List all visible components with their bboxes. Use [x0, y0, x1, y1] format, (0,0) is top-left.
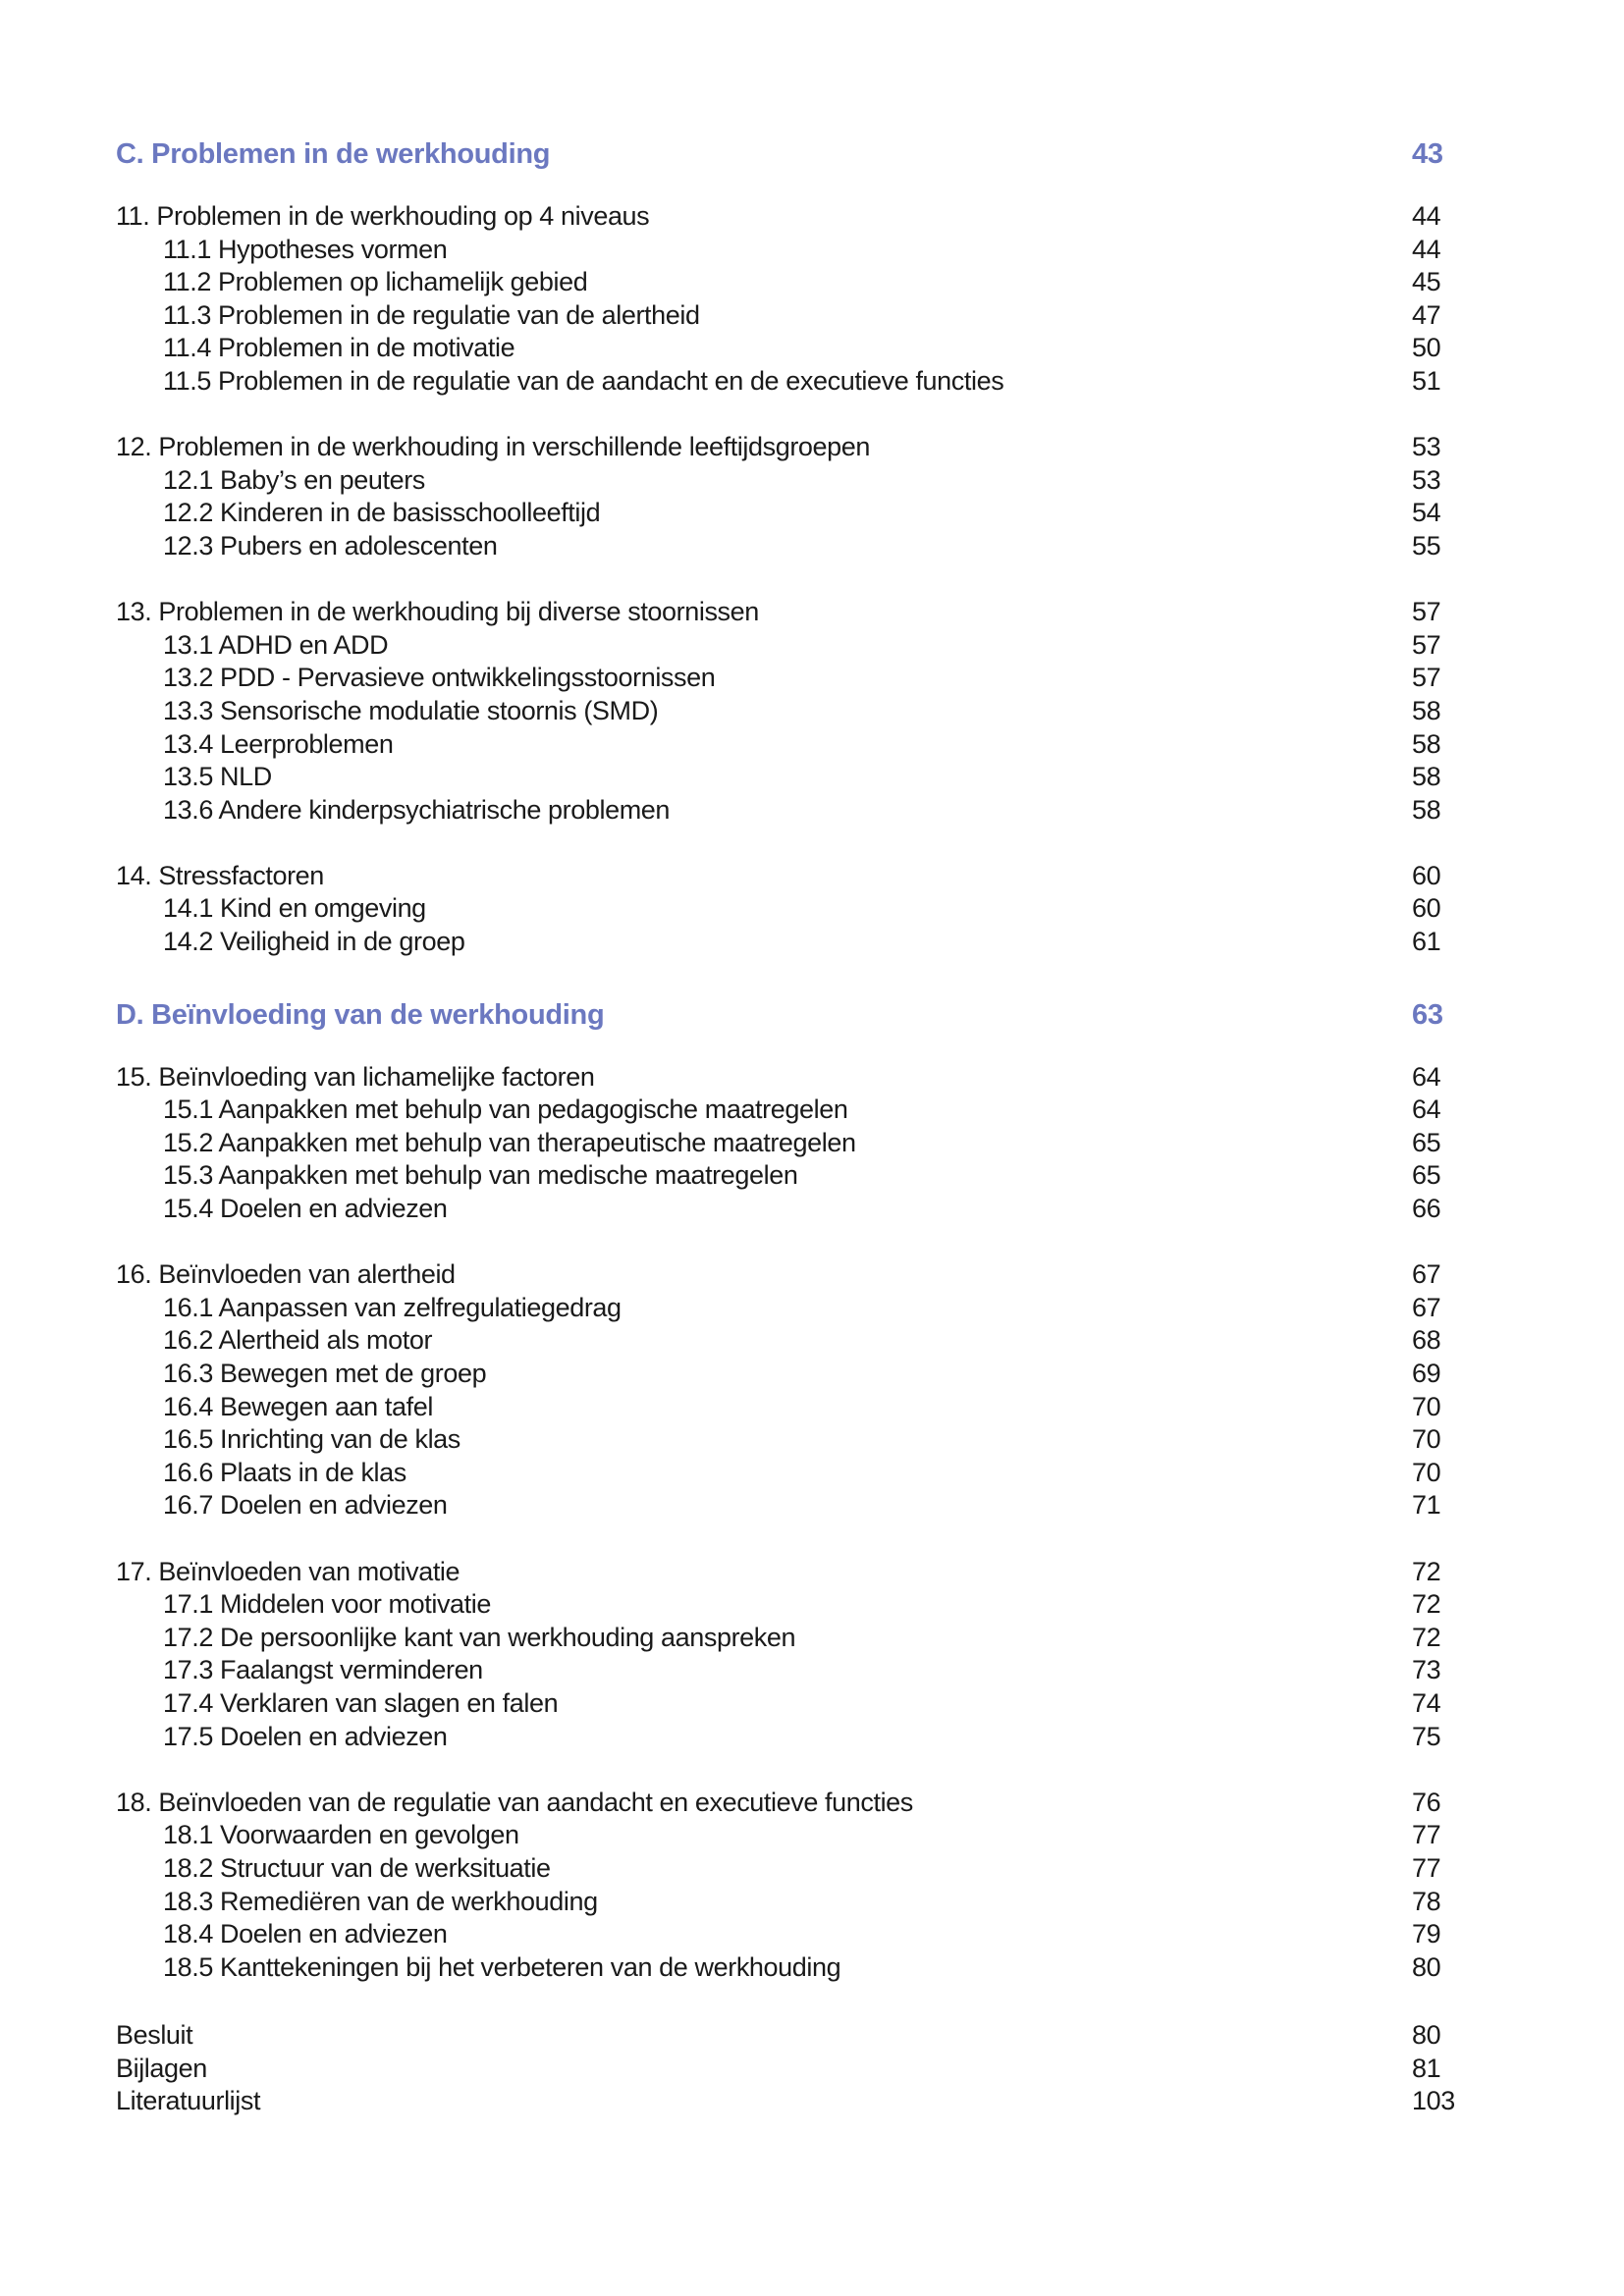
- toc-section-entry[interactable]: [116, 1358, 1471, 1391]
- toc-section-entry[interactable]: [116, 728, 1471, 762]
- chapter-page-number: 72: [1412, 1556, 1441, 1586]
- toc-section-entry[interactable]: [116, 1489, 1471, 1522]
- section-title: 18.4 Doelen en adviezen: [163, 1919, 448, 1949]
- section-title: 13.5 NLD: [163, 762, 272, 792]
- section-page-number: 51: [1412, 365, 1441, 396]
- toc-chapter-entry[interactable]: [116, 431, 1471, 464]
- section-page-number: 73: [1412, 1655, 1441, 1685]
- toc-section-entry[interactable]: [116, 1391, 1471, 1424]
- chapter-title: 16. Beïnvloeden van alertheid: [116, 1259, 456, 1290]
- toc-section-entry[interactable]: [116, 1819, 1471, 1852]
- section-title: 13.6 Andere kinderpsychiatrische problemen: [163, 794, 671, 825]
- part-title: D. Beïnvloeding van de werkhouding: [116, 998, 605, 1031]
- chapter-title: 13. Problemen in de werkhouding bij diverse stoornissen: [116, 597, 759, 627]
- toc-section-entry[interactable]: [116, 266, 1471, 299]
- section-page-number: 72: [1412, 1622, 1441, 1652]
- section-page-number: 71: [1412, 1490, 1441, 1521]
- toc-section-entry[interactable]: [116, 1951, 1471, 1985]
- section-page-number: 79: [1412, 1919, 1441, 1949]
- section-title: 11.2 Problemen op lichamelijk gebied: [163, 267, 588, 297]
- toc-section-entry[interactable]: [116, 1886, 1471, 1919]
- section-page-number: 50: [1412, 333, 1441, 363]
- section-page-number: 45: [1412, 267, 1441, 297]
- section-page-number: 67: [1412, 1292, 1441, 1322]
- section-title: 17.4 Verklaren van slagen en falen: [163, 1687, 559, 1718]
- toc-chapter-entry[interactable]: [116, 1787, 1471, 1820]
- section-page-number: 65: [1412, 1127, 1441, 1157]
- section-page-number: 68: [1412, 1325, 1441, 1356]
- toc-chapter: [116, 200, 1471, 399]
- toc-section-entry[interactable]: [116, 1457, 1471, 1490]
- toc-chapter: [116, 1556, 1471, 1754]
- toc-chapter: [116, 1258, 1471, 1522]
- section-title: 17.2 De persoonlijke kant van werkhouding aanspreken: [163, 1622, 796, 1652]
- toc-section-entry[interactable]: [116, 332, 1471, 365]
- toc-section-entry[interactable]: [116, 1622, 1471, 1655]
- chapter-page-number: 67: [1412, 1259, 1441, 1290]
- back-matter-page-number: 103: [1412, 2086, 1455, 2116]
- spacer: [116, 1036, 1471, 1061]
- toc-section-entry[interactable]: [116, 892, 1471, 926]
- toc-section-entry[interactable]: [116, 662, 1471, 695]
- section-title: 16.6 Plaats in de klas: [163, 1457, 406, 1487]
- section-title: 16.2 Alertheid als motor: [163, 1325, 433, 1356]
- toc-section-entry[interactable]: [116, 464, 1471, 498]
- toc-section-entry[interactable]: [116, 234, 1471, 267]
- chapter-title: 17. Beïnvloeden van motivatie: [116, 1556, 460, 1586]
- section-page-number: 66: [1412, 1194, 1441, 1224]
- chapter-page-number: 64: [1412, 1061, 1441, 1092]
- toc-section-entry[interactable]: [116, 1918, 1471, 1951]
- toc-chapter: [116, 431, 1471, 562]
- section-title: 13.1 ADHD en ADD: [163, 629, 389, 660]
- chapter-page-number: 57: [1412, 597, 1441, 627]
- chapter-page-number: 76: [1412, 1787, 1441, 1817]
- toc-part-heading[interactable]: [116, 133, 1471, 175]
- section-title: 16.1 Aanpassen van zelfregulatiegedrag: [163, 1292, 622, 1322]
- section-page-number: 58: [1412, 695, 1441, 725]
- toc-section-entry[interactable]: [116, 1159, 1471, 1193]
- section-page-number: 55: [1412, 530, 1441, 561]
- section-page-number: 77: [1412, 1820, 1441, 1850]
- toc-part-block: [116, 994, 1471, 1985]
- toc-section-entry[interactable]: [116, 1588, 1471, 1622]
- back-matter-title: Bijlagen: [116, 2053, 207, 2083]
- toc-section-entry[interactable]: [116, 1721, 1471, 1754]
- section-title: 15.3 Aanpakken met behulp van medische maatregelen: [163, 1160, 798, 1191]
- section-title: 15.1 Aanpakken met behulp van pedagogische maatregelen: [163, 1095, 848, 1125]
- section-title: 16.7 Doelen en adviezen: [163, 1490, 448, 1521]
- section-page-number: 75: [1412, 1721, 1441, 1751]
- section-page-number: 80: [1412, 1951, 1441, 1982]
- section-page-number: 57: [1412, 663, 1441, 693]
- chapter-title: 12. Problemen in de werkhouding in verschillende leeftijdsgroepen: [116, 432, 870, 462]
- section-page-number: 61: [1412, 927, 1441, 957]
- section-page-number: 78: [1412, 1886, 1441, 1916]
- section-page-number: 47: [1412, 299, 1441, 330]
- chapter-title: 15. Beïnvloeding van lichamelijke factoren: [116, 1061, 595, 1092]
- toc-section-entry[interactable]: [116, 1687, 1471, 1721]
- toc-chapter-entry[interactable]: [116, 200, 1471, 234]
- toc-section-entry[interactable]: [116, 1324, 1471, 1358]
- part-title: C. Problemen in de werkhouding: [116, 138, 551, 170]
- part-page-number: 43: [1412, 138, 1443, 170]
- section-title: 18.1 Voorwaarden en gevolgen: [163, 1820, 519, 1850]
- section-title: 12.3 Pubers en adolescenten: [163, 530, 498, 561]
- toc-back-matter-entry[interactable]: [116, 2085, 1471, 2118]
- section-page-number: 65: [1412, 1160, 1441, 1191]
- toc-section-entry[interactable]: [116, 794, 1471, 828]
- section-page-number: 54: [1412, 498, 1441, 528]
- toc-section-entry[interactable]: [116, 761, 1471, 794]
- toc-chapter: [116, 1061, 1471, 1226]
- toc-section-entry[interactable]: [116, 1292, 1471, 1325]
- section-title: 17.1 Middelen voor motivatie: [163, 1589, 491, 1620]
- chapter-page-number: 44: [1412, 201, 1441, 231]
- section-title: 15.4 Doelen en adviezen: [163, 1194, 448, 1224]
- toc-section-entry[interactable]: [116, 1654, 1471, 1687]
- section-page-number: 77: [1412, 1852, 1441, 1883]
- chapter-page-number: 60: [1412, 860, 1441, 890]
- section-title: 11.5 Problemen in de regulatie van de aandacht en de executieve functies: [163, 365, 1004, 396]
- toc-part-block: [116, 133, 1471, 959]
- toc-chapter: [116, 860, 1471, 959]
- chapter-page-number: 53: [1412, 432, 1441, 462]
- section-title: 12.2 Kinderen in de basisschoolleeftijd: [163, 498, 601, 528]
- section-page-number: 44: [1412, 234, 1441, 264]
- section-title: 14.1 Kind en omgeving: [163, 893, 426, 924]
- toc-section-entry[interactable]: [116, 1852, 1471, 1886]
- toc-section-entry[interactable]: [116, 1127, 1471, 1160]
- section-page-number: 58: [1412, 762, 1441, 792]
- section-page-number: 70: [1412, 1457, 1441, 1487]
- section-title: 17.3 Faalangst verminderen: [163, 1655, 483, 1685]
- section-page-number: 72: [1412, 1589, 1441, 1620]
- section-title: 11.1 Hypotheses vormen: [163, 234, 448, 264]
- toc-chapter-entry[interactable]: [116, 1061, 1471, 1095]
- toc-chapter-entry[interactable]: [116, 1258, 1471, 1292]
- section-title: 13.2 PDD - Pervasieve ontwikkelingsstoornissen: [163, 663, 716, 693]
- section-page-number: 70: [1412, 1391, 1441, 1421]
- section-title: 16.3 Bewegen met de groep: [163, 1359, 487, 1388]
- section-title: 16.4 Bewegen aan tafel: [163, 1391, 433, 1421]
- toc-section-entry[interactable]: [116, 497, 1471, 530]
- section-page-number: 58: [1412, 794, 1441, 825]
- toc-chapter: [116, 1787, 1471, 1985]
- spacer: [116, 175, 1471, 200]
- section-title: 12.1 Baby’s en peuters: [163, 464, 425, 495]
- toc-section-entry[interactable]: [116, 629, 1471, 663]
- toc-back-matter: [116, 2019, 1471, 2118]
- section-title: 11.4 Problemen in de motivatie: [163, 333, 515, 363]
- back-matter-page-number: 81: [1412, 2053, 1441, 2083]
- chapter-title: 18. Beïnvloeden van de regulatie van aandacht en executieve functies: [116, 1787, 913, 1817]
- toc-section-entry[interactable]: [116, 1423, 1471, 1457]
- toc-back-matter-entry[interactable]: [116, 2053, 1471, 2086]
- section-title: 14.2 Veiligheid in de groep: [163, 927, 465, 957]
- toc-part-heading[interactable]: [116, 994, 1471, 1036]
- section-page-number: 58: [1412, 728, 1441, 759]
- toc-chapter-entry[interactable]: [116, 1556, 1471, 1589]
- toc-chapter-entry[interactable]: [116, 860, 1471, 893]
- toc-back-matter-entry[interactable]: [116, 2019, 1471, 2053]
- back-matter-page-number: 80: [1412, 2020, 1441, 2051]
- toc-section-entry[interactable]: [116, 926, 1471, 959]
- toc-section-entry[interactable]: [116, 695, 1471, 728]
- toc-chapter: [116, 596, 1471, 827]
- section-title: 15.2 Aanpakken met behulp van therapeutische maatregelen: [163, 1127, 856, 1157]
- section-title: 18.3 Remediëren van de werkhouding: [163, 1886, 598, 1916]
- chapter-title: 14. Stressfactoren: [116, 860, 324, 890]
- section-page-number: 60: [1412, 893, 1441, 924]
- toc-section-entry[interactable]: [116, 1193, 1471, 1226]
- section-page-number: 57: [1412, 629, 1441, 660]
- section-title: 16.5 Inrichting van de klas: [163, 1424, 460, 1455]
- table-of-contents: [116, 133, 1471, 2118]
- chapter-title: 11. Problemen in de werkhouding op 4 niveaus: [116, 201, 650, 231]
- section-page-number: 74: [1412, 1687, 1441, 1718]
- section-title: 11.3 Problemen in de regulatie van de alertheid: [163, 299, 700, 330]
- section-page-number: 70: [1412, 1424, 1441, 1455]
- back-matter-title: Literatuurlijst: [116, 2086, 261, 2116]
- toc-section-entry[interactable]: [116, 1094, 1471, 1127]
- section-title: 17.5 Doelen en adviezen: [163, 1721, 448, 1751]
- section-page-number: 64: [1412, 1095, 1441, 1125]
- section-title: 18.5 Kanttekeningen bij het verbeteren van de werkhouding: [163, 1951, 841, 1982]
- toc-section-entry[interactable]: [116, 299, 1471, 333]
- section-title: 13.3 Sensorische modulatie stoornis (SMD): [163, 695, 659, 725]
- toc-chapter-entry[interactable]: [116, 596, 1471, 629]
- part-page-number: 63: [1412, 998, 1443, 1031]
- back-matter-title: Besluit: [116, 2020, 193, 2051]
- section-page-number: 69: [1412, 1359, 1441, 1388]
- section-title: 18.2 Structuur van de werksituatie: [163, 1852, 551, 1883]
- toc-section-entry[interactable]: [116, 365, 1471, 399]
- section-page-number: 53: [1412, 464, 1441, 495]
- toc-section-entry[interactable]: [116, 530, 1471, 563]
- section-title: 13.4 Leerproblemen: [163, 728, 394, 759]
